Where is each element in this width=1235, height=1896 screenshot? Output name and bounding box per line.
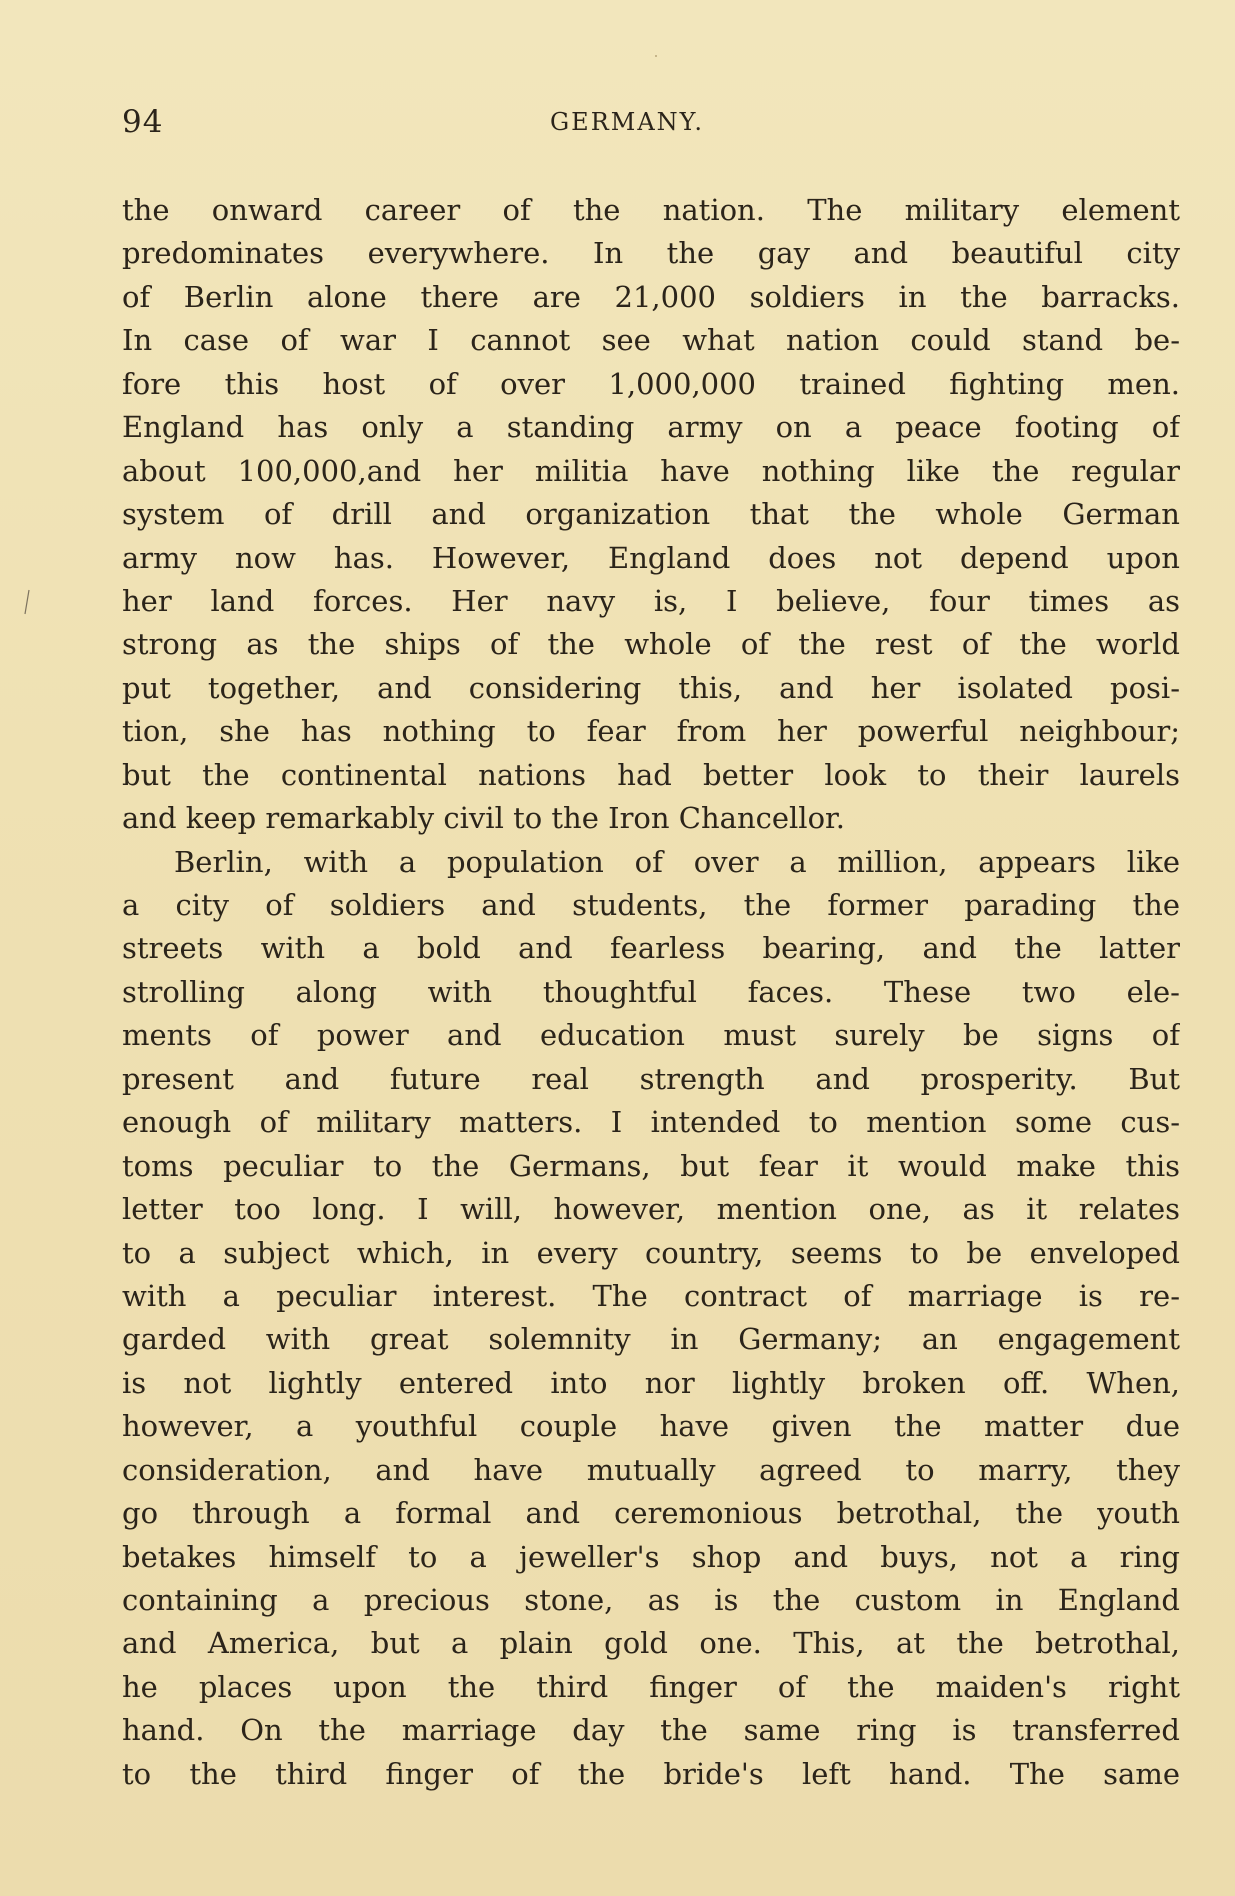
text-line: ments of power and education must surely be signs of [122,1018,1180,1053]
page-header [122,104,1180,144]
text-line: to a subject which, in every country, seems to be enveloped [122,1235,1180,1270]
text-line: letter too long. I will, however, mention one, as it relates [122,1192,1180,1227]
text-line: garded with great solemnity in Germany; an engagement [122,1322,1180,1357]
text-line: is not lightly entered into nor lightly broken off. When, [122,1365,1180,1400]
text-line: tion, she has nothing to fear from her powerful neighbour; [122,714,1180,749]
text-line: predominates everywhere. In the gay and beautiful city [122,236,1180,271]
text-line: about 100,000,and her militia have nothing like the regular [122,453,1180,488]
text-line: with a peculiar interest. The contract of marriage is re- [122,1278,1180,1313]
text-line: strolling along with thoughtful faces. These two ele- [122,974,1180,1009]
text-line: however, a youthful couple have given the matter due [122,1409,1180,1444]
text-line: fore this host of over 1,000,000 trained fighting men. [122,366,1180,401]
text-line: present and future real strength and prosperity. But [122,1061,1180,1096]
text-line: a city of soldiers and students, the former parading the [122,888,1180,922]
text-line: he places upon the third finger of the maiden's right [122,1669,1180,1704]
text-line: the onward career of the nation. The military element [122,193,1180,227]
text-line: betakes himself to a jeweller's shop and buys, not a ring [122,1539,1180,1574]
text-line: toms peculiar to the Germans, but fear it would make this [122,1148,1180,1183]
text-line: and America, but a plain gold one. This, at the betrothal, [122,1626,1180,1661]
text-line: army now has. However, England does not depend upon [122,540,1180,575]
body-text [122,189,1180,1796]
text-line: to the third finger of the bride's left hand. The same [122,1756,1180,1791]
text-line: go through a formal and ceremonious betrothal, the youth [122,1496,1180,1531]
text-line: and keep remarkably civil to the Iron Chancellor. [122,801,845,836]
text-line: streets with a bold and fearless bearing, and the latter [122,931,1180,966]
paragraph-start-line: Berlin, with a population of over a million, appears like [174,844,1180,879]
text-line: strong as the ships of the whole of the rest of the world [122,627,1180,662]
text-line: but the continental nations had better look to their laurels [122,757,1180,792]
text-line: consideration, and have mutually agreed to marry, they [122,1452,1180,1487]
text-line: system of drill and organization that the whole German [122,497,1180,532]
text-line: hand. On the marriage day the same ring is transferred [122,1713,1180,1748]
text-line: In case of war I cannot see what nation could stand be- [122,323,1180,358]
text-line: her land forces. Her navy is, I believe, four times as [122,583,1180,618]
text-line: put together, and considering this, and her isolated posi- [122,670,1180,705]
page-number: 94 [122,104,164,140]
text-line: enough of military matters. I intended to mention some cus- [122,1105,1180,1140]
paper-speck [655,55,657,57]
text-line: England has only a standing army on a peace footing of [122,410,1180,445]
text-line: containing a precious stone, as is the custom in England [122,1583,1180,1617]
text-line: of Berlin alone there are 21,000 soldiers in the barracks. [122,279,1180,314]
running-head: GERMANY. [550,108,705,136]
margin-pencil-mark [24,588,30,616]
